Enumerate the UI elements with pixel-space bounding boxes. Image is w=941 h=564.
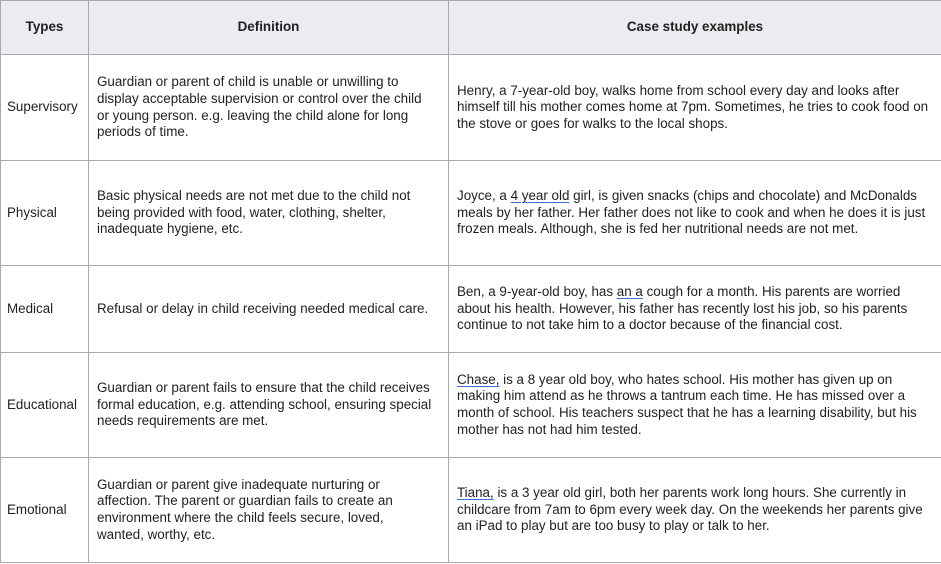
case-study-cell xyxy=(449,458,941,563)
definition-cell: Guardian or parent of child is unable or unwilling to display acceptable supervision or control over the child or young person. e.g. leaving the child alone for long periods of time. xyxy=(89,55,449,161)
underlined-phrase: an a xyxy=(616,284,643,300)
table-row xyxy=(1,266,941,353)
header-row xyxy=(1,1,941,55)
type-cell: Emotional xyxy=(1,458,89,563)
underlined-phrase: Tiana, xyxy=(457,485,494,501)
table-row xyxy=(1,458,941,563)
table-row xyxy=(1,55,941,161)
case-study-cell: Henry, a 7-year-old boy, walks home from school every day and looks after himself till his mother comes home at 7pm. Sometimes, he tries to cook food on the stove or goes for walks to the local shops. xyxy=(449,55,941,161)
definition-cell: Basic physical needs are not met due to the child not being provided with food, water, clothing, shelter, inadequate hygiene, etc. xyxy=(89,161,449,266)
case-study-cell xyxy=(449,353,941,458)
case-text-rest: is a 3 year old girl, both her parents work long hours. She currently in childcare from 7am to 6pm every week day. On the weekends her parents give an iPad to play but are too busy to play or talk to her. xyxy=(457,485,923,534)
case-text-rest: girl, is given snacks (chips and chocolate) and McDonalds meals by her father. Her father does not like to cook and when he does it is just frozen meals. Although, she is fed her nutritional needs are not met. xyxy=(457,188,926,237)
header-definition: Definition xyxy=(89,1,449,55)
definition-cell: Refusal or delay in child receiving needed medical care. xyxy=(89,266,449,353)
underlined-phrase: Chase, xyxy=(457,371,500,387)
table-row xyxy=(1,161,941,266)
case-study-cell xyxy=(449,266,941,353)
definition-cell: Guardian or parent fails to ensure that the child receives formal education, e.g. attending school, ensuring special needs requirements are met. xyxy=(89,353,449,458)
header-types: Types xyxy=(1,1,89,55)
underlined-phrase: 4 year old xyxy=(510,188,570,204)
type-cell: Supervisory xyxy=(1,55,89,161)
case-text-rest: is a 8 year old boy, who hates school. His mother has given up on making him attend as he throws a tantrum each time. He has missed over a month of school. His teachers suspect that he has a learning disability, but his mother has not had him tested. xyxy=(457,371,917,437)
case-text-rest: cough for a month. His parents are worried about his health. However, his father has recently lost his job, so his parents continue to not take him to a doctor because of the financial cost. xyxy=(457,284,908,333)
type-cell: Physical xyxy=(1,161,89,266)
type-cell: Medical xyxy=(1,266,89,353)
table-row xyxy=(1,353,941,458)
case-text-start: Joyce, a xyxy=(457,188,511,204)
definition-cell: Guardian or parent give inadequate nurturing or affection. The parent or guardian fails to create an environment where the child feels secure, loved, wanted, worthy, etc. xyxy=(89,458,449,563)
case-study-cell xyxy=(449,161,941,266)
case-text-start: Ben, a 9-year-old boy, has xyxy=(457,284,617,300)
type-cell: Educational xyxy=(1,353,89,458)
header-case-study: Case study examples xyxy=(449,1,941,55)
